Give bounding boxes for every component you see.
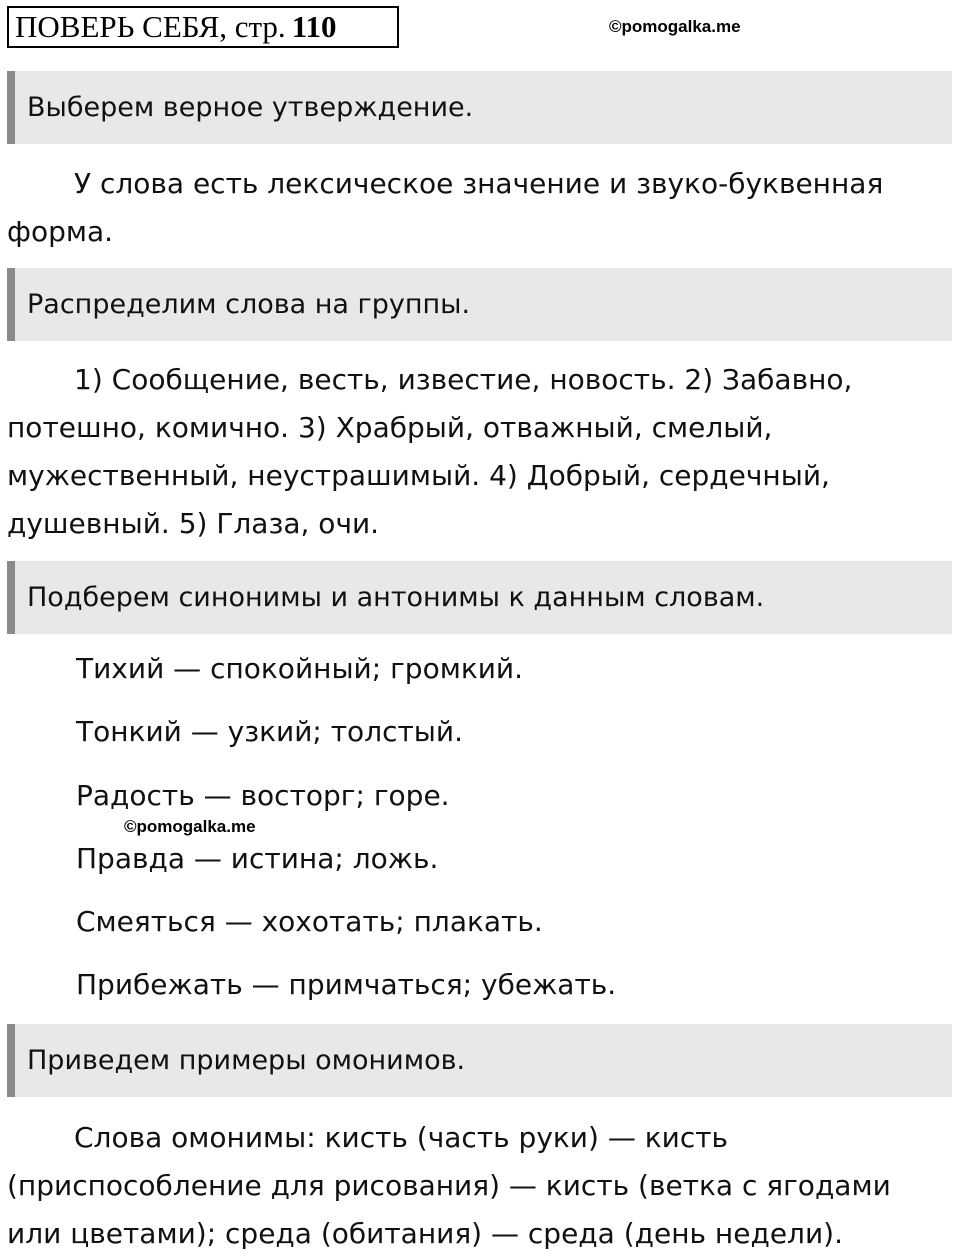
- synonym-antonym-pair: Правда — истина; ложь.: [76, 842, 439, 875]
- task-heading-4: Приведем примеры омонимов.: [7, 1024, 952, 1097]
- synonym-antonym-pair: Радость — восторг; горе.: [76, 779, 450, 812]
- task-heading-1: Выберем верное утверждение.: [7, 71, 952, 144]
- synonym-antonym-pair: Смеяться — хохотать; плакать.: [76, 905, 543, 938]
- answer-1: У слова есть лексическое значение и звуко-буквенная форма.: [7, 167, 884, 248]
- answer-2: 1) Сообщение, весть, известие, новость. 2) Забавно, потешно, комично. 3) Храбрый, отважный, смелый, мужественный, неустрашимый. 4) Добрый, сердечный, душевный. 5) Глаза, очи.: [7, 363, 853, 540]
- task-heading-2: Распределим слова на группы.: [7, 268, 952, 341]
- task-heading-3: Подберем синонимы и антонимы к данным словам.: [7, 561, 952, 634]
- page-header: [7, 6, 399, 48]
- answer-4: Слова омонимы: кисть (часть руки) — кисть (приспособление для рисования) — кисть (ветка с ягодами или цветами); среда (обитания) — среда (день недели).: [7, 1121, 891, 1250]
- header-title: ПОВЕРЬ СЕБЯ, стр.: [15, 9, 286, 44]
- synonym-antonym-pair: Тихий — спокойный; громкий.: [76, 652, 524, 685]
- watermark-middle: ©pomogalka.me: [124, 817, 256, 836]
- synonym-antonym-pair: Прибежать — примчаться; убежать.: [76, 968, 617, 1001]
- page-number: 110: [291, 9, 337, 44]
- synonym-antonym-pair: Тонкий — узкий; толстый.: [76, 715, 463, 748]
- watermark-top: ©pomogalka.me: [609, 17, 741, 36]
